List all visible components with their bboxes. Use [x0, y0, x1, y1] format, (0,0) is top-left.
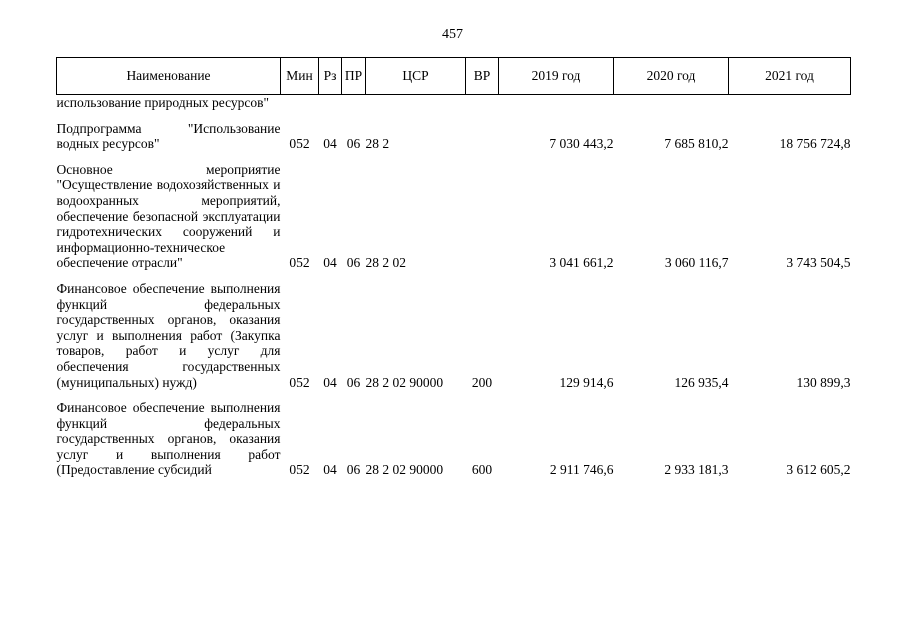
header-2019: 2019 год: [499, 58, 614, 95]
row-min: 052: [289, 374, 310, 390]
header-vr: ВР: [466, 58, 499, 95]
row-min: 052: [289, 255, 310, 271]
row-2019: 129 914,6: [559, 374, 614, 390]
row-min: [281, 95, 319, 121]
header-rz: Рз: [319, 58, 342, 95]
row-2019: 7 030 443,2: [549, 136, 614, 152]
row-rz: 04: [323, 255, 337, 271]
row-name: Финансовое обеспечение выполнения функций федеральных государственных органов, оказания услуг и выполнения работ (Закупка товаров, работ и услуг для обеспечения государственных (муниципальных) нужд): [56, 280, 281, 390]
row-name: Основное мероприятие "Осуществление водохозяйственных и водоохранных мероприятий, обеспечение безопасной эксплуатации гидротехнических сооружений и информационно-техническое обеспечение отрасли": [56, 161, 281, 271]
row-csr: 28 2 02 90000: [365, 374, 444, 390]
row-rz: 04: [323, 136, 337, 152]
page-number: 457: [442, 27, 463, 42]
row-csr: [366, 95, 466, 121]
row-csr: 28 2 02: [365, 255, 406, 271]
row-2019: 2 911 746,6: [549, 462, 614, 478]
row-2021: 130 899,3: [796, 374, 851, 390]
row-vr: [466, 121, 499, 162]
table-row: [57, 400, 851, 478]
row-rz: 04: [323, 374, 337, 390]
row-2021: 3 612 605,2: [786, 462, 851, 478]
row-name: Финансовое обеспечение выполнения функций федеральных государственных органов, оказания услуг и выполнения работ (Предоставление субсидий: [56, 400, 281, 478]
header-pr: ПР: [342, 58, 366, 95]
row-vr: [466, 95, 499, 121]
row-2021: 18 756 724,8: [779, 136, 851, 152]
row-2020: 2 933 181,3: [664, 462, 729, 478]
header-2020: 2020 год: [614, 58, 729, 95]
row-rz: 04: [323, 462, 337, 478]
row-name: использование природных ресурсов": [56, 95, 270, 110]
row-2019: 3 041 661,2: [549, 255, 614, 271]
row-2019: [499, 95, 614, 121]
header-name: Наименование: [57, 58, 281, 95]
row-2021: 3 743 504,5: [786, 255, 851, 271]
row-name: Подпрограмма "Использование водных ресурсов": [56, 120, 281, 152]
row-rz: [319, 95, 342, 121]
table-header-row: [57, 58, 851, 95]
header-2021: 2021 год: [729, 58, 851, 95]
budget-table: [56, 57, 851, 478]
row-2020: [614, 95, 729, 121]
row-pr: 06: [346, 462, 361, 478]
row-vr: 200: [471, 374, 493, 390]
row-2020: 3 060 116,7: [664, 255, 729, 271]
header-min: Мин: [281, 58, 319, 95]
row-pr: 06: [346, 255, 361, 271]
row-csr: 28 2: [365, 136, 390, 152]
table-row: [57, 95, 851, 121]
row-2020: 126 935,4: [674, 374, 729, 390]
row-min: 052: [289, 136, 310, 152]
row-pr: [342, 95, 366, 121]
row-min: 052: [289, 462, 310, 478]
row-vr: 600: [471, 462, 493, 478]
row-2021: [729, 95, 851, 121]
table-row: [57, 162, 851, 281]
row-csr: 28 2 02 90000: [365, 462, 444, 478]
row-pr: 06: [346, 374, 361, 390]
row-vr: [466, 162, 499, 281]
row-2020: 7 685 810,2: [664, 136, 729, 152]
table-row: [57, 281, 851, 400]
row-pr: 06: [346, 136, 361, 152]
table-row: [57, 121, 851, 162]
header-csr: ЦСР: [366, 58, 466, 95]
